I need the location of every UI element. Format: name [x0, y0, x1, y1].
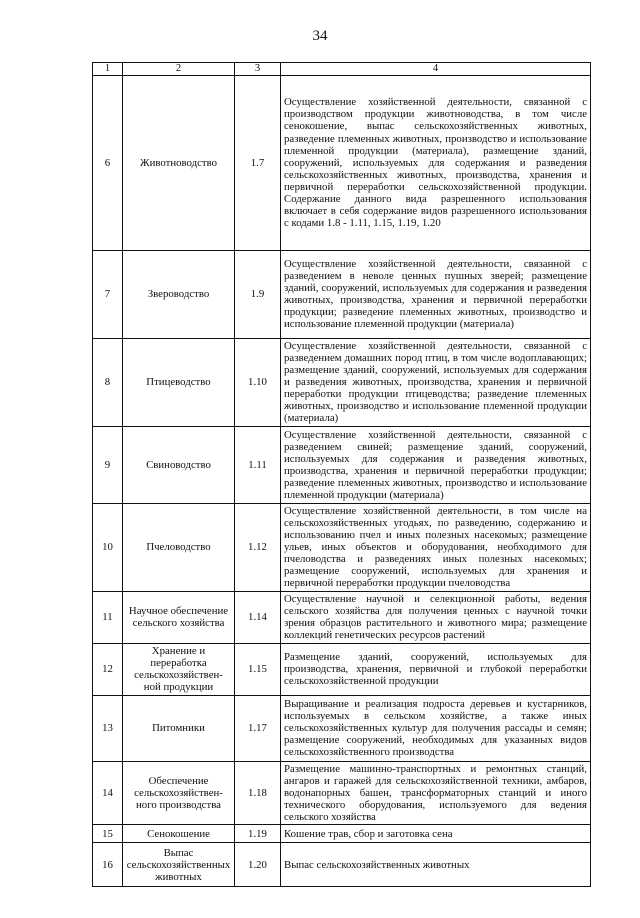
use-type-description: Осуществление хозяйственной деятельности, связанной с производством продукции животноводства, в том числе сенокошение, выпас сельскохозяйственных животных, разведение племенных животных, производство и использование племенной продукции (материала), размещение зданий, сооружений, используемых для содержания и разведения сельскохозяйственных животных, производства, хранения и первичной переработки сельскохозяйственной продукции. Содержание данного вида разрешенного использования включает в себя содержание видов разрешенного использования с кодами 1.8 - 1.11, 1.15, 1.19, 1.20	[281, 75, 591, 250]
use-type-name: Выпас сельскохозяйственных животных	[123, 843, 235, 887]
use-type-code: 1.14	[235, 591, 281, 643]
use-type-description: Кошение трав, сбор и заготовка сена	[281, 825, 591, 843]
use-type-code: 1.7	[235, 75, 281, 250]
row-number: 12	[93, 643, 123, 695]
table-row	[93, 825, 591, 843]
use-type-description: Выращивание и реализация подроста деревьев и кустарников, используемых в сельском хозяйстве, а также иных сельскохозяйственных культур для получения рассады и семян; размещение сооружений, необходимых для указанных видов сельскохозяйственного производства	[281, 695, 591, 761]
use-type-description: Осуществление научной и селекционной работы, ведения сельского хозяйства для получения ценных с научной точки зрения образцов растительного и животного мира; размещение коллекций генетических ресурсов растений	[281, 591, 591, 643]
page-number: 34	[312, 28, 328, 44]
use-type-code: 1.9	[235, 250, 281, 338]
table-row	[93, 426, 591, 503]
use-type-name: Сенокошение	[123, 825, 235, 843]
use-type-name: Свиноводство	[123, 426, 235, 503]
row-number: 13	[93, 695, 123, 761]
table-header-row	[93, 63, 591, 76]
use-type-code: 1.11	[235, 426, 281, 503]
use-type-name: Птицеводство	[123, 338, 235, 426]
table-row	[93, 250, 591, 338]
table-row	[93, 338, 591, 426]
use-type-name: Хранение и переработка сельскохозяйствен-ной продукции	[123, 643, 235, 695]
use-type-description: Размещение машинно-транспортных и ремонтных станций, ангаров и гаражей для сельскохозяйственной техники, амбаров, водонапорных башен, трансформаторных станций и иного технического оборудования, используемого для ведения сельского хозяйства	[281, 761, 591, 824]
use-type-name: Звероводство	[123, 250, 235, 338]
use-type-description: Размещение зданий, сооружений, используемых для производства, хранения, первичной и глубокой переработки сельскохозяйственной продукции	[281, 643, 591, 695]
use-type-name: Пчеловодство	[123, 503, 235, 591]
header-col-2: 2	[123, 63, 235, 76]
use-type-code: 1.19	[235, 825, 281, 843]
row-number: 10	[93, 503, 123, 591]
use-type-description: Выпас сельскохозяйственных животных	[281, 843, 591, 887]
table-row	[93, 503, 591, 591]
table-row	[93, 591, 591, 643]
row-number: 11	[93, 591, 123, 643]
use-type-code: 1.20	[235, 843, 281, 887]
row-number: 15	[93, 825, 123, 843]
row-number: 9	[93, 426, 123, 503]
use-type-description: Осуществление хозяйственной деятельности, в том числе на сельскохозяйственных угодьях, по разведению, содержанию и использованию пчел и иных полезных насекомых; размещение ульев, иных объектов и оборудования, необходимого для пчеловодства и разведениях иных полезных насекомых; размещение сооружений, используемых для хранения и первичной переработки продукции пчеловодства	[281, 503, 591, 591]
header-col-4: 4	[281, 63, 591, 76]
use-type-description: Осуществление хозяйственной деятельности, связанной с разведением свиней; размещение зданий, сооружений, используемых для содержания и разведения животных, производства, хранения и первичной переработки продукции; разведение племенных животных, производство и использование племенной продукции (материала)	[281, 426, 591, 503]
use-type-code: 1.10	[235, 338, 281, 426]
use-type-name: Обеспечение сельскохозяйствен-ного производства	[123, 761, 235, 824]
use-type-code: 1.18	[235, 761, 281, 824]
use-type-name: Научное обеспечение сельского хозяйства	[123, 591, 235, 643]
header-col-3: 3	[235, 63, 281, 76]
row-number: 6	[93, 75, 123, 250]
use-type-description: Осуществление хозяйственной деятельности, связанной с разведением домашних пород птиц, в том числе водоплавающих; размещение зданий, сооружений, используемых для содержания и разведения животных, производства, хранения и первичной переработки продукции птицеводства; разведение племенных животных, производство и использование племенной продукции (материала)	[281, 338, 591, 426]
use-type-code: 1.17	[235, 695, 281, 761]
use-type-name: Животноводство	[123, 75, 235, 250]
header-col-1: 1	[93, 63, 123, 76]
row-number: 16	[93, 843, 123, 887]
table-row	[93, 843, 591, 887]
row-number: 8	[93, 338, 123, 426]
land-use-table	[92, 62, 591, 887]
table-row	[93, 75, 591, 250]
use-type-name: Питомники	[123, 695, 235, 761]
use-type-code: 1.12	[235, 503, 281, 591]
table-row	[93, 761, 591, 824]
use-type-code: 1.15	[235, 643, 281, 695]
row-number: 14	[93, 761, 123, 824]
table-row	[93, 695, 591, 761]
use-type-description: Осуществление хозяйственной деятельности, связанной с разведением в неволе ценных пушных зверей; размещение зданий, сооружений, используемых для содержания и разведения животных, производства, хранения и первичной переработки продукции; разведение племенных животных, производство и использование племенной продукции (материала)	[281, 250, 591, 338]
table-row	[93, 643, 591, 695]
row-number: 7	[93, 250, 123, 338]
